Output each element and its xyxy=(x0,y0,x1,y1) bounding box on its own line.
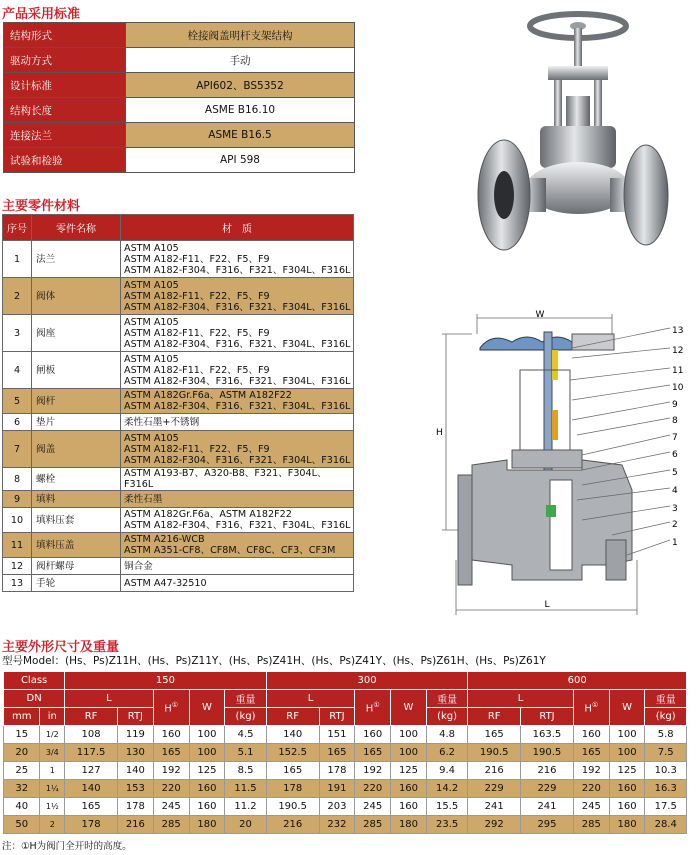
material-row xyxy=(3,414,354,431)
part-name: 阀杆 xyxy=(32,389,121,414)
dimension-row xyxy=(4,744,687,762)
material-line: ASTM A182-F304、F316、F321、F304L、F316L xyxy=(124,401,351,412)
material-line: ASTM A182-F11、F22、F5、F9 xyxy=(124,290,270,302)
standard-label: 结构形式 xyxy=(4,23,126,48)
class-300: 300 xyxy=(266,672,468,690)
dimension-cell: 216 xyxy=(266,816,319,834)
part-name: 阀杆螺母 xyxy=(32,558,121,575)
callout-number: 12 xyxy=(672,346,684,356)
dimension-cell: 190.5 xyxy=(468,744,521,762)
rf-label: RF xyxy=(468,708,521,726)
dimension-cell: 180 xyxy=(189,816,225,834)
standard-row xyxy=(4,98,355,123)
part-material xyxy=(121,315,354,352)
dimension-cell: 160 xyxy=(189,798,225,816)
footnote: 注：①H为阀门全开时的高度。 xyxy=(2,841,132,852)
dimension-cell: 117.5 xyxy=(65,744,118,762)
standard-row xyxy=(4,148,355,173)
dimension-cell: 152.5 xyxy=(266,744,319,762)
dn-in: 1¼ xyxy=(40,780,65,798)
dimension-cell: 127 xyxy=(65,762,118,780)
w-label: W xyxy=(391,690,427,726)
dimension-cell: 245 xyxy=(355,798,391,816)
part-name: 填料 xyxy=(32,491,121,508)
dimension-cell: 4.5 xyxy=(225,726,266,744)
dimension-cell: 241 xyxy=(521,798,574,816)
dimension-cell: 119 xyxy=(117,726,153,744)
standard-value: 手动 xyxy=(126,48,355,73)
rtj-label: RTJ xyxy=(319,708,355,726)
part-number: 8 xyxy=(3,468,32,491)
standard-label: 设计标准 xyxy=(4,73,126,98)
part-number: 12 xyxy=(3,558,32,575)
part-number: 3 xyxy=(3,315,32,352)
dimension-cell: 190.5 xyxy=(521,744,574,762)
callout-number: 3 xyxy=(672,504,678,514)
dimension-cell: 180 xyxy=(609,816,645,834)
dimension-cell: 16.3 xyxy=(645,780,687,798)
material-line: ASTM A216-WCB xyxy=(124,534,205,545)
dimension-cell: 9.4 xyxy=(426,762,467,780)
part-name: 填料压套 xyxy=(32,508,121,533)
dimension-cell: 160 xyxy=(609,780,645,798)
part-material xyxy=(121,468,354,491)
dimension-row xyxy=(4,780,687,798)
dim-w-label: W xyxy=(535,310,545,320)
material-row xyxy=(3,575,354,592)
dimension-cell: 100 xyxy=(391,726,427,744)
dimension-cell: 216 xyxy=(468,762,521,780)
standard-label: 连接法兰 xyxy=(4,123,126,148)
part-number: 9 xyxy=(3,491,32,508)
materials-title: 主要零件材料 xyxy=(2,199,81,214)
callout-number: 5 xyxy=(672,468,678,478)
callout-number: 11 xyxy=(672,366,684,376)
w-label: W xyxy=(189,690,225,726)
dimension-cell: 140 xyxy=(117,762,153,780)
dimension-cell: 285 xyxy=(355,816,391,834)
standard-row xyxy=(4,123,355,148)
part-number: 7 xyxy=(3,431,32,468)
dn-label: DN xyxy=(4,690,65,708)
dimension-cell: 229 xyxy=(521,780,574,798)
mm-label: mm xyxy=(4,708,40,726)
material-line: ASTM A105 xyxy=(124,316,179,328)
part-name: 法兰 xyxy=(32,241,121,278)
part-number: 4 xyxy=(3,352,32,389)
part-name: 垫片 xyxy=(32,414,121,431)
standard-value: API602、BS5352 xyxy=(126,73,355,98)
callout-number: 13 xyxy=(672,326,684,336)
dimension-cell: 232 xyxy=(319,816,355,834)
material-line: ASTM A351-CF8、CF8M、CF8C、CF3、CF3M xyxy=(124,545,336,556)
material-row xyxy=(3,468,354,491)
dimension-cell: 180 xyxy=(391,816,427,834)
weight-label: 重量 xyxy=(225,690,266,708)
dimension-cell: 5.1 xyxy=(225,744,266,762)
valve-photo xyxy=(470,8,670,258)
callout-number: 7 xyxy=(672,433,678,443)
dimension-cell: 11.2 xyxy=(225,798,266,816)
dn-mm: 50 xyxy=(4,816,40,834)
dimension-cell: 10.3 xyxy=(645,762,687,780)
material-line: ASTM A182-F304、F316、F321、F304L、F316L xyxy=(124,520,351,531)
dimension-cell: 7.5 xyxy=(645,744,687,762)
rtj-label: RTJ xyxy=(521,708,574,726)
dimension-cell: 108 xyxy=(65,726,118,744)
dn-in: 1/2 xyxy=(40,726,65,744)
dim-h-label: H xyxy=(436,428,443,438)
class-150: 150 xyxy=(65,672,267,690)
dimension-cell: 160 xyxy=(391,798,427,816)
col-name: 零件名称 xyxy=(32,215,121,241)
part-number: 5 xyxy=(3,389,32,414)
standards-table xyxy=(3,22,355,173)
dimension-cell: 285 xyxy=(573,816,609,834)
standard-row xyxy=(4,23,355,48)
dimension-cell: 192 xyxy=(153,762,189,780)
part-number: 13 xyxy=(3,575,32,592)
dimension-cell: 165 xyxy=(65,798,118,816)
dimensions-table xyxy=(3,671,687,834)
part-number: 11 xyxy=(3,533,32,558)
dimension-cell: 6.2 xyxy=(426,744,467,762)
dn-mm: 40 xyxy=(4,798,40,816)
material-row xyxy=(3,352,354,389)
dimension-cell: 220 xyxy=(573,780,609,798)
dimension-cell: 178 xyxy=(319,762,355,780)
valve-section-diagram xyxy=(432,310,694,620)
part-name: 手轮 xyxy=(32,575,121,592)
dimension-cell: 192 xyxy=(355,762,391,780)
dimension-cell: 140 xyxy=(65,780,118,798)
part-name: 闸板 xyxy=(32,352,121,389)
callout-number: 9 xyxy=(672,400,678,410)
dim-header-row-1 xyxy=(4,672,687,690)
part-number: 2 xyxy=(3,278,32,315)
callout-number: 1 xyxy=(672,538,678,548)
dimension-cell: 178 xyxy=(65,816,118,834)
col-material: 材 质 xyxy=(121,215,354,241)
material-row xyxy=(3,315,354,352)
standards-title: 产品采用标准 xyxy=(2,7,81,22)
dimension-cell: 165 xyxy=(573,744,609,762)
material-line: 铜合金 xyxy=(124,560,153,572)
dimension-cell: 163.5 xyxy=(521,726,574,744)
l-label: L xyxy=(468,690,574,708)
material-line: ASTM A105 xyxy=(124,279,179,291)
standard-value: API 598 xyxy=(126,148,355,173)
material-line: ASTM A182-F11、F22、F5、F9 xyxy=(124,253,270,265)
materials-table xyxy=(2,214,354,592)
dimension-cell: 151 xyxy=(319,726,355,744)
standard-label: 驱动方式 xyxy=(4,48,126,73)
part-material xyxy=(121,508,354,533)
col-no: 序号 xyxy=(3,215,32,241)
dn-in: 3/4 xyxy=(40,744,65,762)
material-row xyxy=(3,558,354,575)
dimension-cell: 28.4 xyxy=(645,816,687,834)
standard-value: ASME B16.5 xyxy=(126,123,355,148)
material-line: ASTM A105 xyxy=(124,242,179,254)
dn-mm: 32 xyxy=(4,780,40,798)
part-number: 1 xyxy=(3,241,32,278)
part-material xyxy=(121,389,354,414)
dimension-cell: 8.5 xyxy=(225,762,266,780)
dimension-cell: 220 xyxy=(355,780,391,798)
class-600: 600 xyxy=(468,672,687,690)
dimension-cell: 241 xyxy=(468,798,521,816)
rf-label: RF xyxy=(266,708,319,726)
material-line: ASTM A182-F304、F316、F321、F304L、F316L xyxy=(124,264,351,276)
part-number: 6 xyxy=(3,414,32,431)
callout-number: 8 xyxy=(672,416,678,426)
dn-mm: 15 xyxy=(4,726,40,744)
material-line: ASTM A193-B7、A320-B8、F321、F304L、F316L xyxy=(124,468,327,490)
material-line: ASTM A182-F11、F22、F5、F9 xyxy=(124,327,270,339)
material-line: ASTM A105 xyxy=(124,353,179,365)
dimension-cell: 165 xyxy=(355,744,391,762)
material-line: ASTM A182-F304、F316、F321、F304L、F316L xyxy=(124,301,351,313)
dimension-cell: 125 xyxy=(189,762,225,780)
weight-label: 重量 xyxy=(645,690,687,708)
dimension-cell: 178 xyxy=(266,780,319,798)
material-line: 柔性石墨 xyxy=(124,493,163,505)
dimensions-title: 主要外形尺寸及重量 xyxy=(2,640,120,655)
standard-value: ASME B16.10 xyxy=(126,98,355,123)
dimension-cell: 165 xyxy=(153,744,189,762)
part-material xyxy=(121,278,354,315)
h-label: H① xyxy=(153,690,189,726)
dn-in: 2 xyxy=(40,816,65,834)
part-material xyxy=(121,352,354,389)
class-label: Class xyxy=(4,672,65,690)
part-material xyxy=(121,575,354,592)
callout-number: 6 xyxy=(672,450,678,460)
part-name: 阀盖 xyxy=(32,431,121,468)
standard-row xyxy=(4,73,355,98)
h-label: H① xyxy=(573,690,609,726)
material-line: ASTM A105 xyxy=(124,432,179,444)
dimension-cell: 140 xyxy=(266,726,319,744)
dimension-cell: 160 xyxy=(391,780,427,798)
l-label: L xyxy=(65,690,154,708)
standard-label: 试验和检验 xyxy=(4,148,126,173)
dimension-cell: 20 xyxy=(225,816,266,834)
dimension-row xyxy=(4,726,687,744)
material-row xyxy=(3,389,354,414)
dimension-cell: 292 xyxy=(468,816,521,834)
dimension-row xyxy=(4,798,687,816)
material-line: ASTM A182-F304、F316、F321、F304L、F316L xyxy=(124,454,351,466)
dimension-cell: 100 xyxy=(391,744,427,762)
material-row xyxy=(3,533,354,558)
standard-row xyxy=(4,48,355,73)
w-label: W xyxy=(609,690,645,726)
material-line: ASTM A182Gr.F6a、ASTM A182F22 xyxy=(124,390,292,401)
dn-in: 1 xyxy=(40,762,65,780)
material-line: ASTM A182-F304、F316、F321、F304L、F316L xyxy=(124,338,351,350)
part-name: 阀体 xyxy=(32,278,121,315)
dimension-cell: 17.5 xyxy=(645,798,687,816)
dimension-cell: 125 xyxy=(609,762,645,780)
part-material xyxy=(121,491,354,508)
in-label: in xyxy=(40,708,65,726)
dimension-cell: 190.5 xyxy=(266,798,319,816)
standard-label: 结构长度 xyxy=(4,98,126,123)
dimension-cell: 245 xyxy=(573,798,609,816)
dim-l-label: L xyxy=(544,600,550,610)
part-material xyxy=(121,558,354,575)
dimension-cell: 165 xyxy=(266,762,319,780)
dimension-cell: 100 xyxy=(189,726,225,744)
dimension-cell: 4.8 xyxy=(426,726,467,744)
material-row xyxy=(3,491,354,508)
dn-in: 1½ xyxy=(40,798,65,816)
dimension-cell: 216 xyxy=(117,816,153,834)
dimension-cell: 15.5 xyxy=(426,798,467,816)
dimension-cell: 153 xyxy=(117,780,153,798)
dimension-cell: 220 xyxy=(153,780,189,798)
part-name: 螺栓 xyxy=(32,468,121,491)
dn-mm: 25 xyxy=(4,762,40,780)
material-line: ASTM A47-32510 xyxy=(124,577,207,589)
dimension-row xyxy=(4,816,687,834)
dim-header-row-2 xyxy=(4,690,687,708)
part-name: 填料压盖 xyxy=(32,533,121,558)
dimension-cell: 178 xyxy=(117,798,153,816)
weight-label: 重量 xyxy=(426,690,467,708)
kg-label: (kg) xyxy=(426,708,467,726)
dimension-cell: 160 xyxy=(189,780,225,798)
rtj-label: RTJ xyxy=(117,708,153,726)
dimension-cell: 160 xyxy=(573,726,609,744)
material-line: ASTM A182-F304、F316、F321、F304L、F316L xyxy=(124,375,351,387)
material-row xyxy=(3,508,354,533)
dimension-cell: 160 xyxy=(609,798,645,816)
dimension-cell: 130 xyxy=(117,744,153,762)
dimension-cell: 125 xyxy=(391,762,427,780)
dimension-cell: 160 xyxy=(153,726,189,744)
model-line: 型号Model：(Hs、Ps)Z11H、(Hs、Ps)Z11Y、(Hs、Ps)Z41H、(Hs、Ps)Z41Y、(Hs、Ps)Z61H、(Hs、Ps)Z61Y xyxy=(2,655,546,667)
material-line: ASTM A182-F11、F22、F5、F9 xyxy=(124,364,270,376)
material-row xyxy=(3,431,354,468)
callout-number: 2 xyxy=(672,520,678,530)
material-row xyxy=(3,241,354,278)
dimension-cell: 191 xyxy=(319,780,355,798)
kg-label: (kg) xyxy=(645,708,687,726)
dn-mm: 20 xyxy=(4,744,40,762)
rf-label: RF xyxy=(65,708,118,726)
part-number: 10 xyxy=(3,508,32,533)
dimension-cell: 100 xyxy=(189,744,225,762)
dimension-cell: 160 xyxy=(355,726,391,744)
dimension-cell: 203 xyxy=(319,798,355,816)
dimension-cell: 165 xyxy=(468,726,521,744)
dimension-row xyxy=(4,762,687,780)
callout-number: 4 xyxy=(672,486,678,496)
dimension-cell: 100 xyxy=(609,744,645,762)
part-material xyxy=(121,431,354,468)
dimension-cell: 285 xyxy=(153,816,189,834)
material-line: ASTM A182Gr.F6a、ASTM A182F22 xyxy=(124,509,292,520)
dimension-cell: 216 xyxy=(521,762,574,780)
dimension-cell: 165 xyxy=(319,744,355,762)
dimension-cell: 100 xyxy=(609,726,645,744)
dimension-cell: 192 xyxy=(573,762,609,780)
dimension-cell: 23.5 xyxy=(426,816,467,834)
part-material xyxy=(121,533,354,558)
material-line: ASTM A182-F11、F22、F5、F9 xyxy=(124,443,270,455)
part-material xyxy=(121,241,354,278)
dimension-cell: 11.5 xyxy=(225,780,266,798)
l-label: L xyxy=(266,690,355,708)
dimension-cell: 229 xyxy=(468,780,521,798)
materials-header-row xyxy=(3,215,354,241)
material-line: 柔性石墨+不锈钢 xyxy=(124,416,200,428)
dimension-cell: 5.8 xyxy=(645,726,687,744)
part-name: 阀座 xyxy=(32,315,121,352)
part-material xyxy=(121,414,354,431)
kg-label: (kg) xyxy=(225,708,266,726)
dimension-cell: 14.2 xyxy=(426,780,467,798)
dimension-cell: 295 xyxy=(521,816,574,834)
callout-number: 10 xyxy=(672,383,684,393)
material-row xyxy=(3,278,354,315)
standard-value: 栓接阀盖明杆支架结构 xyxy=(126,23,355,48)
h-label: H① xyxy=(355,690,391,726)
dimension-cell: 245 xyxy=(153,798,189,816)
